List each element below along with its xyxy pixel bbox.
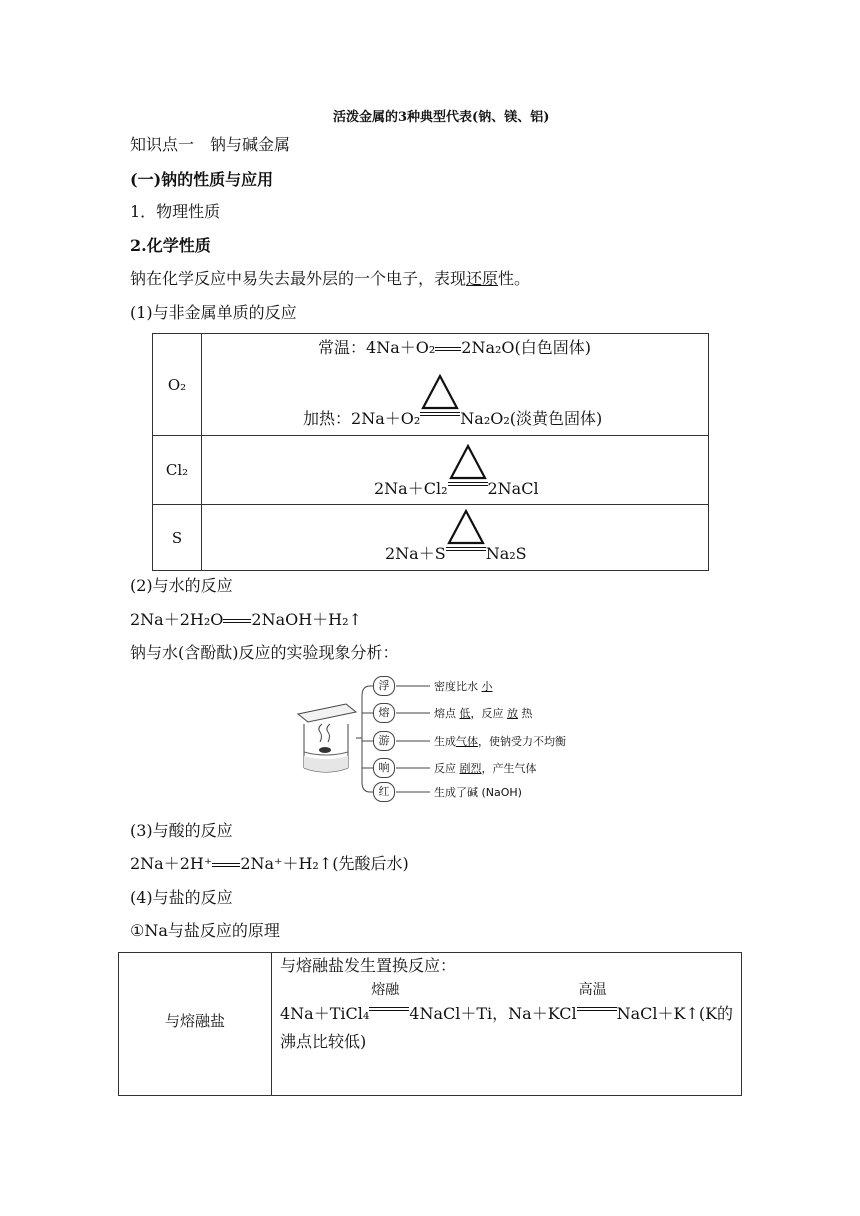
cell-molten-salt: 与熔融盐 [119, 953, 272, 1096]
salt-reaction-table [118, 952, 742, 1096]
intro-tail: 性。 [498, 269, 531, 288]
heading-nonmetal: (1)与非金属单质的反应 [130, 303, 297, 322]
water-equation: 2Na＋2H₂O 2NaOH＋H₂↑ [130, 610, 362, 629]
section-heading: (一)钠的性质与应用 [130, 170, 274, 189]
experiment-figure [290, 672, 590, 807]
float-label: 密度比水 小 [434, 680, 493, 693]
cell-cl2: Cl₂ [153, 436, 202, 505]
molten-salt-note: 沸点比较低) [280, 1032, 367, 1051]
cell-cl2-reaction [202, 436, 709, 505]
o2-heating-equation: 加热：2Na＋O₂ Na₂O₂(淡黄色固体) [303, 402, 602, 430]
swim-label: 生成气体，使钠受力不均衡 [434, 735, 566, 748]
heading-salt: (4)与盐的反应 [130, 888, 233, 907]
swim-keyword: 游 [373, 731, 395, 751]
o2-room-temp-equation: 常温：4Na＋O₂ 2Na₂O(白色固体) [318, 338, 592, 357]
float-keyword: 浮 [373, 676, 395, 696]
subsection-physical: 1．物理性质 [130, 202, 221, 221]
intro-underlined: 还原 [466, 269, 499, 288]
heating-triangle-icon [447, 509, 485, 545]
acid-equation: 2Na＋2H⁺ 2Na⁺＋H₂↑(先酸后水) [130, 854, 409, 873]
cell-s: S [153, 505, 202, 571]
page-title: 活泼金属的3种典型代表(钠、镁、铝) [333, 110, 550, 125]
s-equation: 2Na＋S Na₂S [385, 537, 527, 565]
sound-label: 反应 剧烈，产生气体 [434, 762, 537, 775]
heating-triangle-icon [449, 444, 487, 480]
cell-molten-salt-reactions [272, 953, 742, 1096]
analysis-text: 钠与水(含酚酞)反应的实验现象分析： [130, 643, 399, 662]
heading-water: (2)与水的反应 [130, 576, 233, 595]
molten-salt-equation: 4Na＋TiCl₄ 熔融 4NaCl＋Ti，Na＋KCl 高温 NaCl＋K↑(K的 [280, 982, 734, 1023]
sound-keyword: 响 [373, 758, 395, 778]
heating-triangle-icon [421, 374, 459, 410]
red-keyword: 红 [373, 782, 395, 802]
cell-o2-reactions [202, 334, 709, 436]
heading-acid: (3)与酸的反应 [130, 821, 233, 840]
cl2-equation: 2Na＋Cl₂ 2NaCl [374, 472, 539, 500]
intro-paragraph [130, 268, 530, 290]
red-label: 生成了碱 (NaOH) [434, 786, 522, 799]
knowledge-point-heading: 知识点一 钠与碱金属 [130, 135, 291, 154]
nonmetal-reaction-table [152, 333, 709, 571]
cell-s-reaction [202, 505, 709, 571]
melt-keyword: 熔 [373, 703, 395, 723]
intro-text: 钠在化学反应中易失去最外层的一个电子，表现 [130, 269, 467, 288]
cell-o2: O₂ [153, 334, 202, 436]
salt-principle: ①Na与盐反应的原理 [130, 921, 280, 940]
melt-label: 熔点 低，反应 放 热 [434, 707, 533, 720]
subsection-chemical: 2.化学性质 [130, 236, 211, 255]
molten-salt-intro: 与熔融盐发生置换反应： [280, 956, 457, 975]
